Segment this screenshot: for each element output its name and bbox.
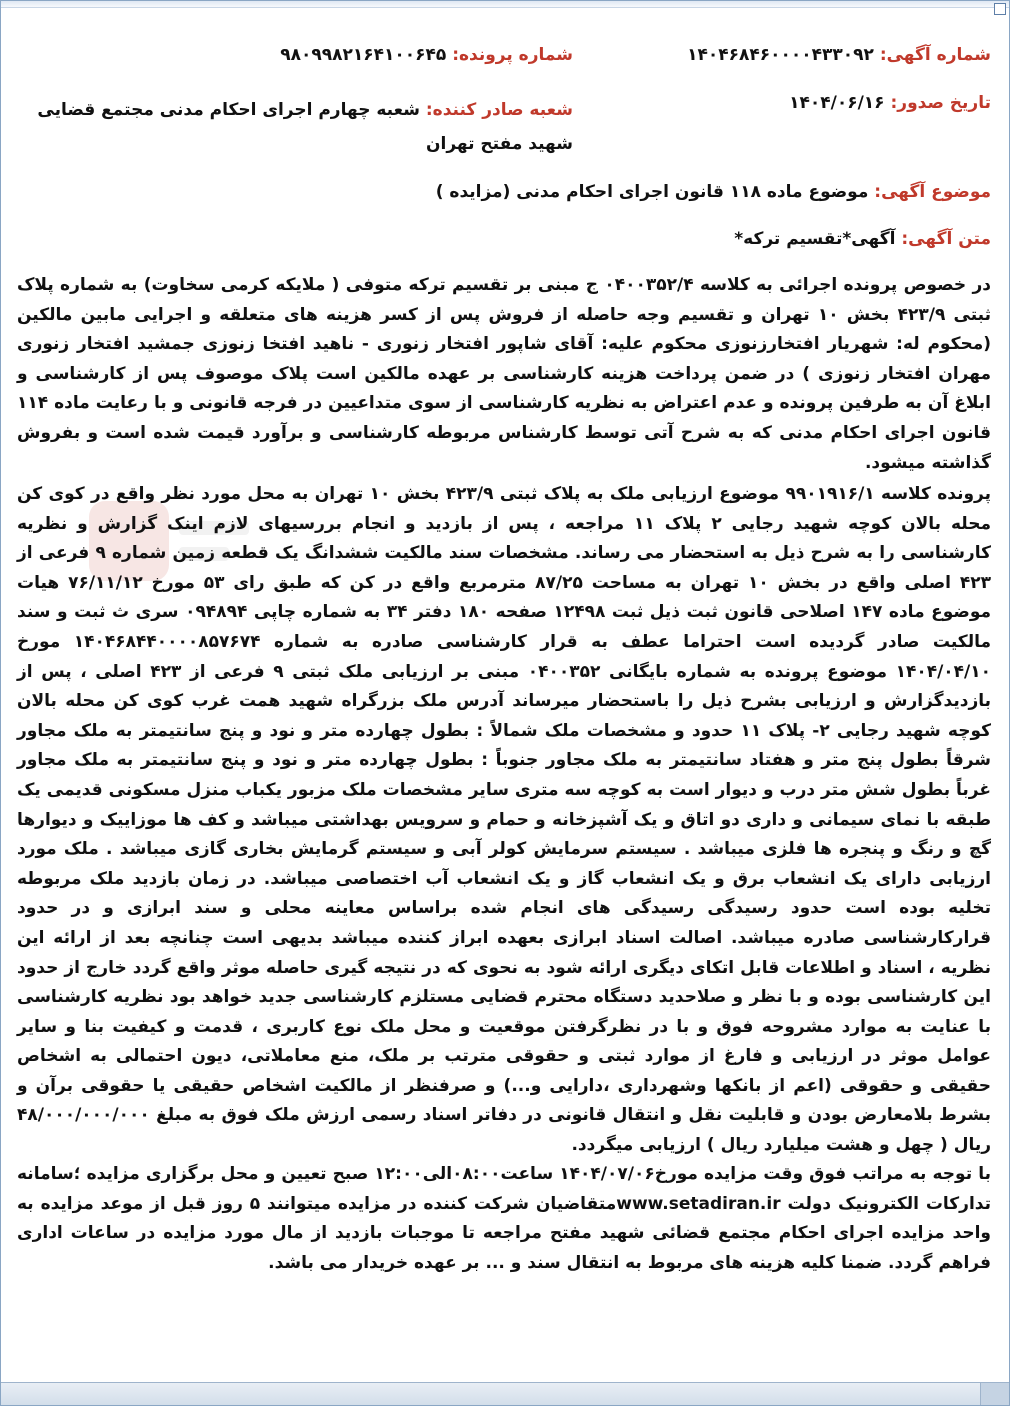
issuer-block — [33, 93, 573, 161]
subject-row — [436, 182, 991, 202]
body-paragraph-1: در خصوص پرونده اجرائی به کلاسه ۰۴۰۰۳۵۲/۴ ج مبنی بر تقسیم ترکه متوفی ( ملایکه کرمی سخاوت) به شماره پلاک ثبتی ۴۲۳/۹ بخش ۱۰ تهران و تقسیم وجه حاصله از فروش پس از کسر هزینه های متعلقه و اجرایی مابین مالکین (محکوم له: شهریار افتخارزنوزی محکوم علیه: آقای شاپور افتخار زنوری - ناهید افتخا زنوزی جمشید افتخار زنوری مهران افتخار زنوزی ) در ضمن پرداخت هزینه کارشناسی بر عهده مالکین است پلاک موصوف پس از کارشناسی و ابلاغ آن به طرفین پرونده و عدم اعتراض به نظریه کارشناسی از سوی متداعیین در فرجه قانونی و با رعایت ماده ۱۱۴ قانون اجرای احکام مدنی که به شرح آتی توسط کارشناس مربوطه کارشناسی و برآورد قیمت شده است و بفروش گذاشته میشود. — [17, 275, 991, 473]
ad-number-row — [687, 45, 991, 65]
ad-number-value: ۱۴۰۴۶۸۴۶۰۰۰۰۴۳۳۰۹۲ — [687, 45, 874, 65]
issue-date-label: تاریخ صدور: — [890, 93, 991, 113]
issue-date-row — [789, 93, 991, 113]
subject-label: موضوع آگهی: — [874, 182, 991, 202]
case-number-value: ۹۸۰۹۹۸۲۱۶۴۱۰۰۶۴۵ — [280, 45, 447, 65]
issuer-value: شعبه چهارم اجرای احکام مدنی مجتمع قضایی شهید مفتح تهران — [37, 100, 573, 154]
ad-number-label: شماره آگهی: — [879, 45, 991, 65]
case-number-row — [280, 45, 573, 65]
text-label: متن آگهی: — [901, 229, 991, 249]
body-paragraph-3: با توجه به مراتب فوق وقت مزایده مورخ۱۴۰۴/۰۷/۰۶ ساعت۰۸:۰۰الی۱۲:۰۰ صبح تعیین و محل برگزاری مزایده ؛سامانه تدارکات الکترونیک دولت www.setadiran.irمتقاضیان شرکت کننده در مزایده میتوانند ۵ روز قبل از موعد مزایده به واحد مزایده اجرای احکام مجتمع قضائی شهید مفتح مراجعه تا موجبات بازدید از مال مورد مزایده در ساعات اداری فراهم گردد. ضمنا کلیه هزینه های مربوط به انتقال سند و ... بر عهده خریدار می باشد. — [17, 1164, 991, 1273]
issue-date-value: ۱۴۰۴/۰۶/۱۶ — [789, 93, 885, 113]
subject-value: موضوع ماده ۱۱۸ قانون اجرای احکام مدنی (مزایده ) — [435, 182, 869, 202]
issuer-label: شعبه صادر کننده: — [425, 100, 573, 120]
text-title-row — [734, 229, 991, 249]
horizontal-scrollbar[interactable] — [1, 1382, 1009, 1405]
body-paragraph-2: پرونده کلاسه ۹۹۰۱۹۱۶/۱ موضوع ارزیابی ملک به پلاک ثبتی ۴۲۳/۹ بخش ۱۰ تهران به محل مورد نظر واقع در کوی کن محله بالان کوچه شهید رجایی ۲ پلاک ۱۱ مراجعه ، پس از بازدید و انجام بررسیهای لازم اینک گزارش و نظریه کارشناسی را به شرح ذیل به استحضار می رساند. مشخصات سند مالکیت ششدانگ یک قطعه زمین شماره ۹ فرعی از ۴۲۳ اصلی واقع در بخش ۱۰ تهران به مساحت ۸۷/۲۵ مترمربع واقع در کن که طبق رای ۵۳ مورخ ۷۶/۱۱/۱۲ هیات موضوع ماده ۱۴۷ اصلاحی قانون ثبت ذیل ثبت ۱۲۴۹۸ صفحه ۱۸۰ دفتر ۳۴ به شماره چاپی ۰۹۴۸۹۴ سری ث ثبت و سند مالکیت صادر گردیده است احتراما عطف به قرار کارشناسی صادره به شماره ۱۴۰۴۶۸۴۴۰۰۰۰۸۵۷۶۷۴ مورخ ۱۴۰۴/۰۴/۱۰ موضوع پرونده به شماره بایگانی ۰۴۰۰۳۵۲ مبنی بر ارزیابی ملک ثبتی ۹ فرعی از ۴۲۳ اصلی ، پس از بازدیدگزارش و ارزیابی بشرح ذیل را باستحضار میرساند آدرس ملک بزرگراه شهید همت غرب کوی کن محله بالان کوچه شهید رجایی ۲- پلاک ۱۱ حدود و مشخصات ملک شمالاً : بطول چهارده متر و نود و پنج سانتیمتر به ملک مجاور شرقاً بطول پنج متر و هفتاد سانتیمتر به ملک مجاور جنوباً : بطول چهارده متر و نود و پنج سانتیمتر به ملک مجاور غرباً بطول شش متر درب و دیوار است به کوچه سه متری سایر مشخصات ملک مزبور یکباب منزل مسکونی قدیمی یک طبقه با نمای سیمانی و داری دو اتاق و یک آشپزخانه و حمام و سرویس بهداشتی میباشد و کف ها موزاییک و دیوارها گچ و رنگ و پنجره ها فلزی میباشد . سیستم سرمایش کولر آبی و سیستم گرمایش بخاری گازی میباشد . ملک مورد ارزیابی دارای یک انشعاب برق و یک انشعاب گاز و یک انشعاب آب اختصاصی میباشد. در زمان بازدید ملک مربوطه تخلیه بوده است حدود رسیدگی رسیدگی های انجام شده براساس معاینه محلی و سند ابرازی و در حدود قرارکارشناسی صادره میباشد. اصالت اسناد ابرازی بعهده ابراز کننده میباشد بدیهی است چنانچه بعد از ارائه این نظریه ، اسناد و اطلاعات قابل اتکای دیگری ارائه شود به نحوی که در نتیجه گیری حاصله موثر واقع گردد خارج از حدود این کارشناسی بوده و با نظر و صلاحدید دستگاه محترم قضایی مستلزم کارشناسی جدید خواهد بود نظریه کارشناسی با عنایت به موارد مشروحه فوق و با در نظرگرفتن موقعیت و محل ملک نوع کاربری ، قدمت و کیفیت بنا و سایر عوامل موثر در ارزیابی و فارغ از موارد ثبتی و حقوقی مترتب بر ملک، منع معاملاتی، دیون احتمالی به اشخاص حقیقی و حقوقی (اعم از بانکها وشهرداری ،دارایی و...) و صرفنظر از مالکیت اشخاص حقیقی یا حقوقی برآن و بشرط بلامعارض بودن و قابلیت نقل و انتقال قانونی در دفاتر اسناد رسمی ارزش ملک فوق به مبلغ ۴۸/۰۰۰/۰۰۰/۰۰۰ ریال ( چهل و هشت میلیارد ریال ) ارزیابی میگردد. — [17, 484, 992, 1156]
text-title-value: آگهی*تقسیم ترکه* — [734, 229, 896, 249]
scrollbar-corner — [980, 1383, 1009, 1405]
window-top-strip — [1, 1, 1009, 8]
case-number-label: شماره پرونده: — [452, 45, 573, 65]
window-corner-box — [994, 3, 1006, 15]
